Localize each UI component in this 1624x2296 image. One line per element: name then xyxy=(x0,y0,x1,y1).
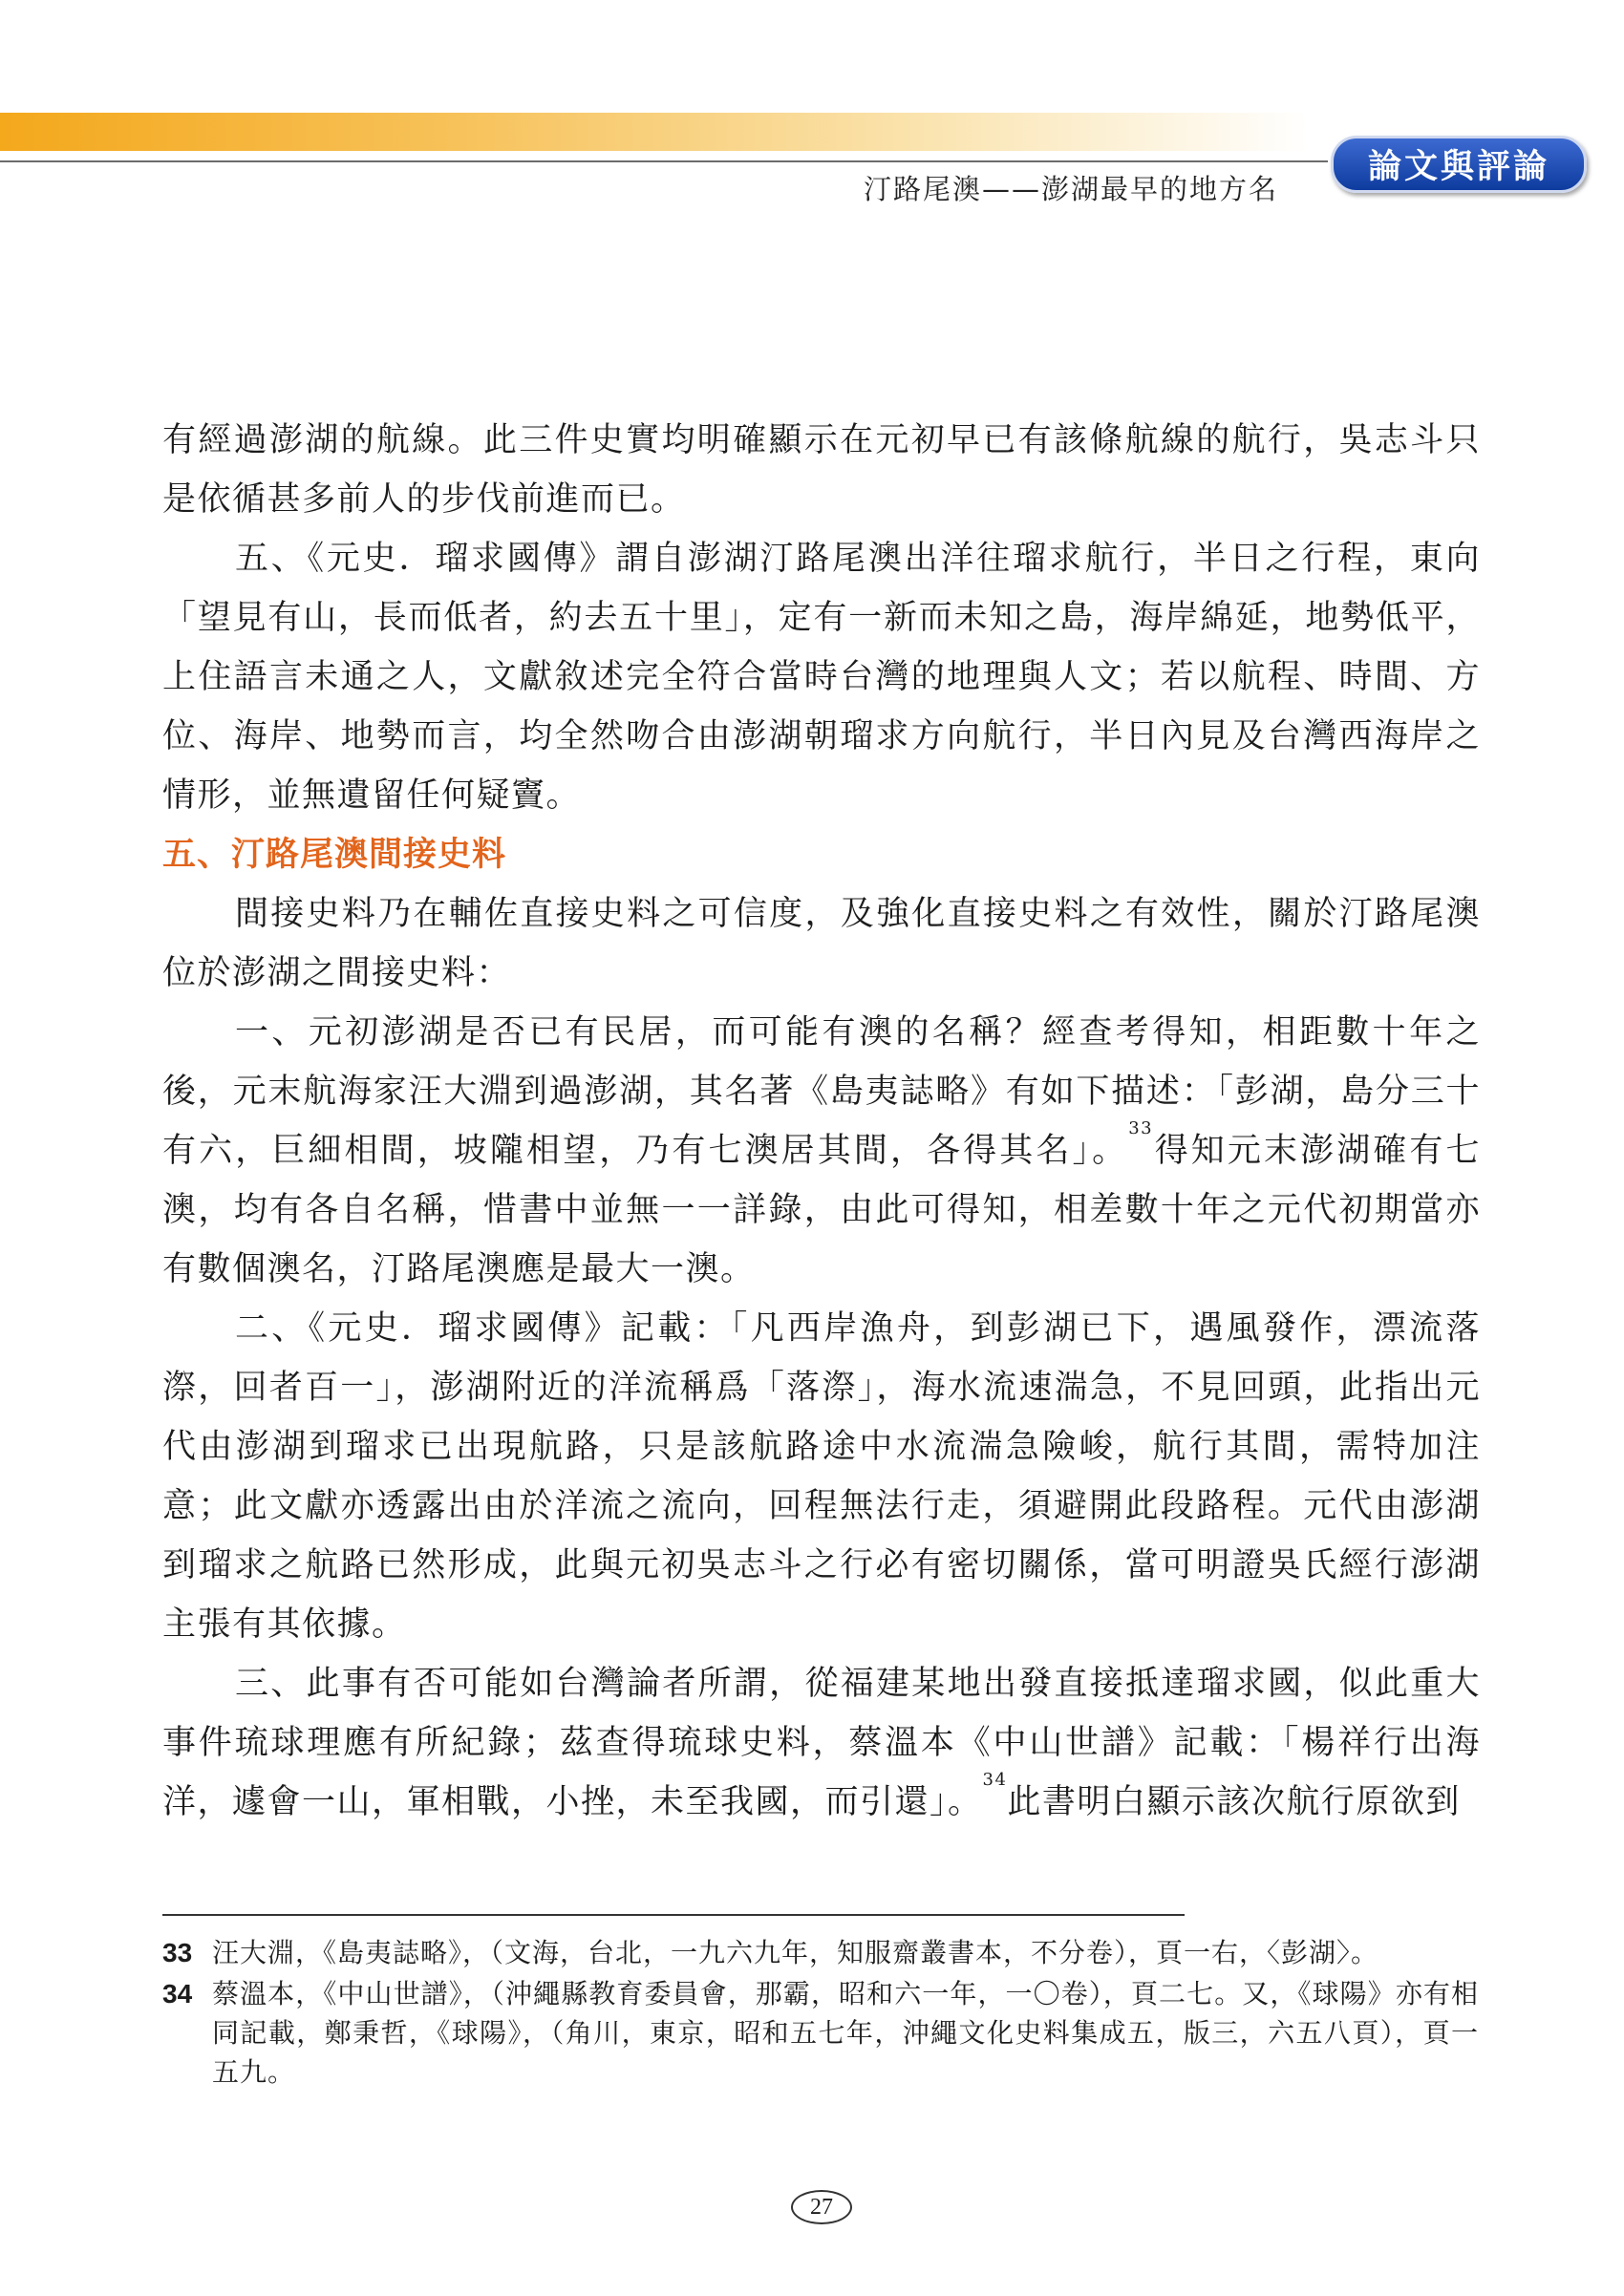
footnote-text: 蔡溫本，《中山世譜》，（沖繩縣教育委員會，那霸，昭和六一年，一〇卷），頁二七。又，《球陽》亦有相同記載，鄭秉哲，《球陽》，（角川，東京，昭和五七年，沖繩文化史料集成五，版三，六五八頁），頁一五九。 xyxy=(212,1978,1479,2088)
footnote-ref-33[interactable]: 33 xyxy=(1128,1118,1154,1138)
footnote-number: 33 xyxy=(162,1938,193,1967)
header-rule xyxy=(0,160,1328,162)
paragraph-text: 得知元末澎湖確有七澳，均有各自名稱，惜書中並無一一詳錄，由此可得知，相差數十年之元代初期當亦有數個澳名，汀路尾澳應是最大一澳。 xyxy=(162,1132,1481,1288)
footnote-33 xyxy=(162,1933,1479,1972)
footnotes xyxy=(162,1933,1479,2094)
section-heading: 五、汀路尾澳間接史料 xyxy=(162,836,507,874)
header-accent-bar xyxy=(0,113,1309,151)
paragraph: 五、《元史．瑠求國傳》謂自澎湖汀路尾澳出洋往瑠求航行，半日之行程，東向「望見有山，長而低者，約去五十里」，定有一新而未知之島，海岸綿延，地勢低平，上住語言未通之人，文獻敘述完全符合當時台灣的地理與人文；若以航程、時間、方位、海岸、地勢而言，均全然吻合由澎湖朝瑠求方向航行，半日內見及台灣西海岸之情形，並無遺留任何疑竇。 xyxy=(162,540,1481,815)
footnote-34 xyxy=(162,1974,1479,2092)
paragraph: 間接史料乃在輔佐直接史料之可信度，及強化直接史料之有效性，關於汀路尾澳位於澎湖之間接史料： xyxy=(162,895,1481,992)
paragraph xyxy=(162,1003,1481,1299)
paragraph-text: 此書明白顯示該次航行原欲到 xyxy=(1007,1783,1461,1821)
section-badge: 論文與評論 xyxy=(1331,136,1587,193)
page-number: 27 xyxy=(791,2190,852,2224)
footnote-ref-34[interactable]: 34 xyxy=(982,1770,1008,1790)
paragraph-text: 一、元初澎湖是否已有民居，而可能有澳的名稱？經查考得知，相距數十年之後，元末航海家汪大淵到過澎湖，其名著《島夷誌略》有如下描述：「彭湖，島分三十有六，巨細相間，坡隴相望，乃有七澳居其間，各得其名」。 xyxy=(162,1013,1481,1170)
footnote-text: 汪大淵，《島夷誌略》，（文海，台北，一九六九年，知服齋叢書本，不分卷），頁一右，〈彭湖〉。 xyxy=(212,1937,1379,1968)
paragraph: 有經過澎湖的航線。此三件史實均明確顯示在元初早已有該條航線的航行，吳志斗只是依循甚多前人的步伐前進而已。 xyxy=(162,421,1481,519)
paragraph xyxy=(162,1654,1481,1832)
running-title: 汀路尾澳——澎湖最早的地方名 xyxy=(863,173,1278,205)
article-body xyxy=(162,411,1481,1832)
paragraph: 二、《元史．瑠求國傳》記載：「凡西岸漁舟，到彭湖已下，遇風發作，漂流落漈，回者百一」，澎湖附近的洋流稱爲「落漈」，海水流速湍急，不見回頭，此指出元代由澎湖到瑠求已出現航路，只是該航路途中水流湍急險峻，航行其間，需特加注意；此文獻亦透露出由於洋流之流向，回程無法行走，須避開此段路程。元代由澎湖到瑠求之航路已然形成，此與元初吳志斗之行必有密切關係，當可明證吳氏經行澎湖主張有其依據。 xyxy=(162,1309,1481,1644)
paragraph-text: 三、此事有否可能如台灣論者所謂，從福建某地出發直接抵達瑠求國，似此重大事件琉球理應有所紀錄；茲查得琉球史料，蔡溫本《中山世譜》記載：「楊祥行出海洋，遽會一山，軍相戰，小挫，未至我國，而引還」。 xyxy=(162,1665,1481,1821)
footnote-number: 34 xyxy=(162,1979,193,2009)
footnote-rule xyxy=(162,1914,1185,1916)
